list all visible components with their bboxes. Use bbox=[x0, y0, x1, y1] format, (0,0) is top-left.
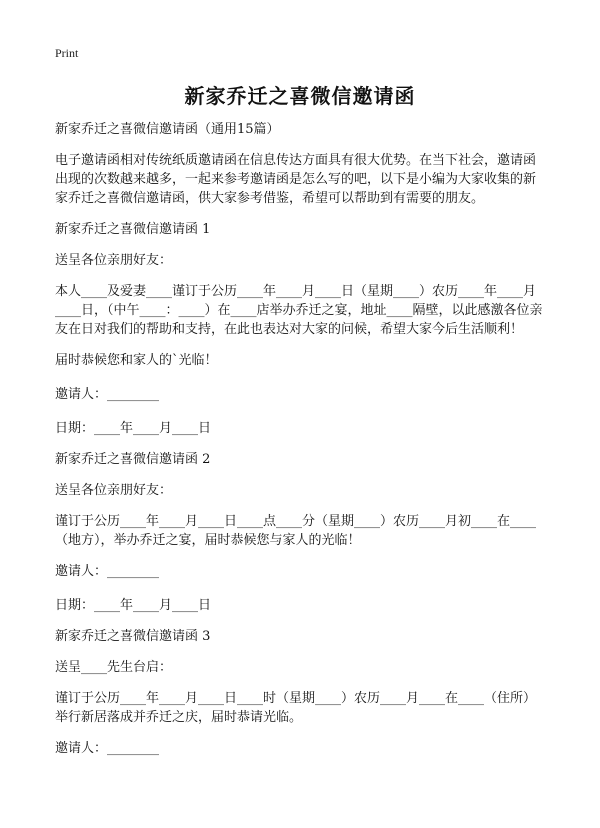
letter-2-body: 谨订于公历____年____月____日____点____分（星期____）农历____月初____在____（地方），举办乔迁之宴，届时恭候您与家人的光临！ bbox=[55, 514, 537, 548]
letter-3-inviter: 邀请人：________ bbox=[55, 741, 160, 756]
letter-3-body: 谨订于公历____年____月____日____时（星期____）农历____月____在____（住所）举行新居落成并乔迁之庆，届时恭请光临。 bbox=[55, 691, 537, 725]
intro-paragraph: 电子邀请函相对传统纸质邀请函在信息传达方面具有很大优势。在当下社会，邀请函出现的次数越来越多，一起来参考邀请函是怎么写的吧，以下是小编为大家收集的新家乔迁之喜微信邀请函，供大家参考借鉴，希望可以帮助到有需要的朋友。 bbox=[55, 153, 537, 206]
letter-2-date: 日期：____年____月____日 bbox=[55, 598, 212, 613]
letter-3-heading: 新家乔迁之喜微信邀请函 3 bbox=[55, 629, 211, 644]
letter-1-closing: 届时恭候您和家人的`光临！ bbox=[55, 353, 218, 368]
letter-1-date: 日期：____年____月____日 bbox=[55, 421, 212, 436]
letter-1-inviter: 邀请人：________ bbox=[55, 387, 160, 402]
letter-2-inviter: 邀请人：________ bbox=[55, 564, 160, 579]
letter-3-greeting: 送呈____先生台启： bbox=[55, 660, 173, 675]
letter-1-greeting: 送呈各位亲朋好友： bbox=[55, 253, 173, 268]
letter-1-body: 本人____及爱妻____谨订于公历____年____月____日（星期____）农历____年____月____日，（中午____：____）在____店举办乔迁之宴，地址____隔壁，以此感激各位亲友在日对我们的帮助和支持，在此也表达对大家的问候，希望大家今后生活顺利！ bbox=[55, 284, 543, 337]
print-link[interactable]: Print bbox=[55, 46, 79, 60]
page-title: 新家乔迁之喜微信邀请函 bbox=[184, 84, 416, 108]
document-body bbox=[55, 120, 547, 770]
letter-1-heading: 新家乔迁之喜微信邀请函 1 bbox=[55, 222, 211, 237]
letter-2-greeting: 送呈各位亲朋好友： bbox=[55, 483, 173, 498]
document-subtitle: 新家乔迁之喜微信邀请函（通用15篇） bbox=[55, 122, 280, 137]
letter-2-heading: 新家乔迁之喜微信邀请函 2 bbox=[55, 452, 211, 467]
